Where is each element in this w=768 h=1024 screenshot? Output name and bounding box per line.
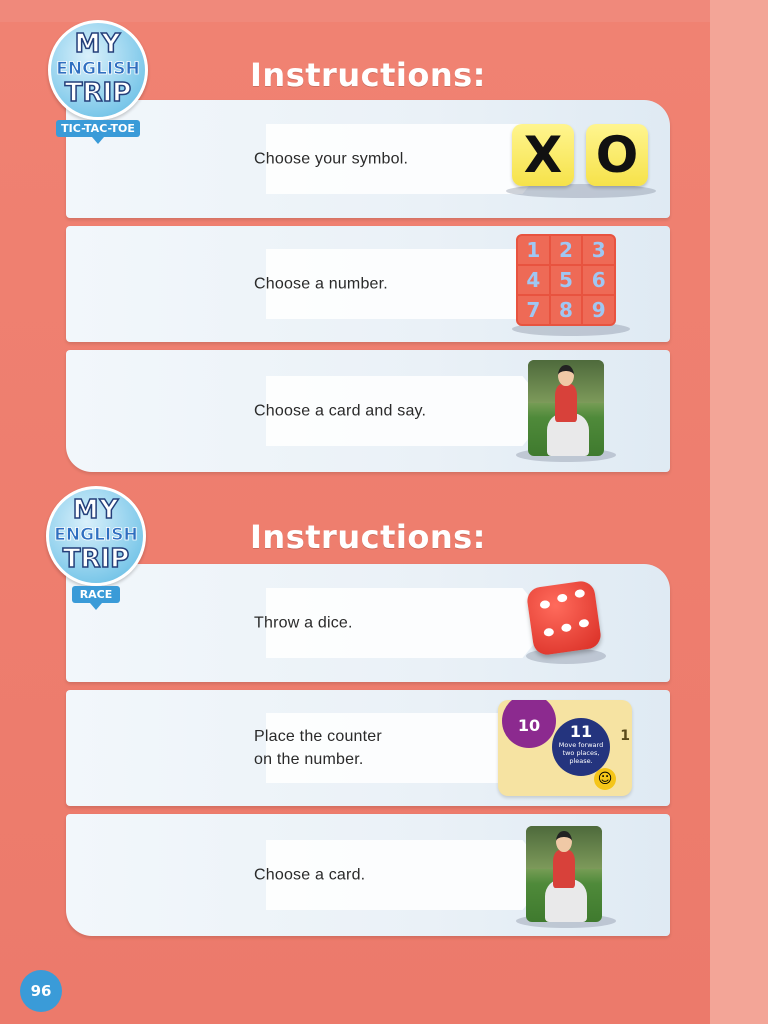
grid-cell: 7 (518, 296, 549, 324)
section-1-title: Instructions: (250, 56, 486, 94)
dice-icon (526, 580, 603, 657)
girl-on-horse-photo (526, 826, 602, 922)
grid-cell: 8 (551, 296, 582, 324)
section-1-step-2 (66, 226, 670, 342)
o-symbol-icon: O (586, 124, 648, 186)
board-space-11: 11 Move forward two places, please. (552, 718, 610, 776)
my-english-trip-logo: MY ENGLISH TRIP (46, 486, 146, 586)
tic-tac-toe-tag: TIC-TAC-TOE (56, 120, 140, 137)
image-shadow (506, 184, 656, 198)
grid-cell: 9 (583, 296, 614, 324)
race-tag: RACE (72, 586, 120, 603)
grid-cell: 3 (583, 236, 614, 264)
section-1-step-1 (66, 100, 670, 218)
step-text: Place the counter on the number. (254, 728, 382, 768)
board-space-10: 10 (502, 700, 556, 748)
top-strip (0, 0, 768, 22)
grid-cell: 5 (551, 266, 582, 294)
board-space-partial: 1 (620, 728, 630, 744)
girl-on-horse-photo (528, 360, 604, 456)
section-2-step-2 (66, 690, 670, 806)
x-symbol-icon: X (512, 124, 574, 186)
section-2-step-1 (66, 564, 670, 682)
step-text: Throw a dice. (254, 614, 353, 632)
grid-cell: 6 (583, 266, 614, 294)
smiley-icon: ☺ (594, 768, 616, 790)
race-board-image (498, 700, 632, 796)
my-english-trip-logo: MY ENGLISH TRIP (48, 20, 148, 120)
section-2-step-3 (66, 814, 670, 936)
section-1-step-3 (66, 350, 670, 472)
grid-cell: 1 (518, 236, 549, 264)
right-strip (710, 0, 768, 1024)
section-2-title: Instructions: (250, 518, 486, 556)
step-text: Choose a card. (254, 866, 366, 884)
step-text: Choose your symbol. (254, 150, 409, 168)
page-number: 96 (20, 970, 62, 1012)
step-text: Choose a number. (254, 275, 388, 293)
grid-cell: 2 (551, 236, 582, 264)
step-text: Choose a card and say. (254, 402, 427, 420)
number-grid (516, 234, 616, 326)
grid-cell: 4 (518, 266, 549, 294)
